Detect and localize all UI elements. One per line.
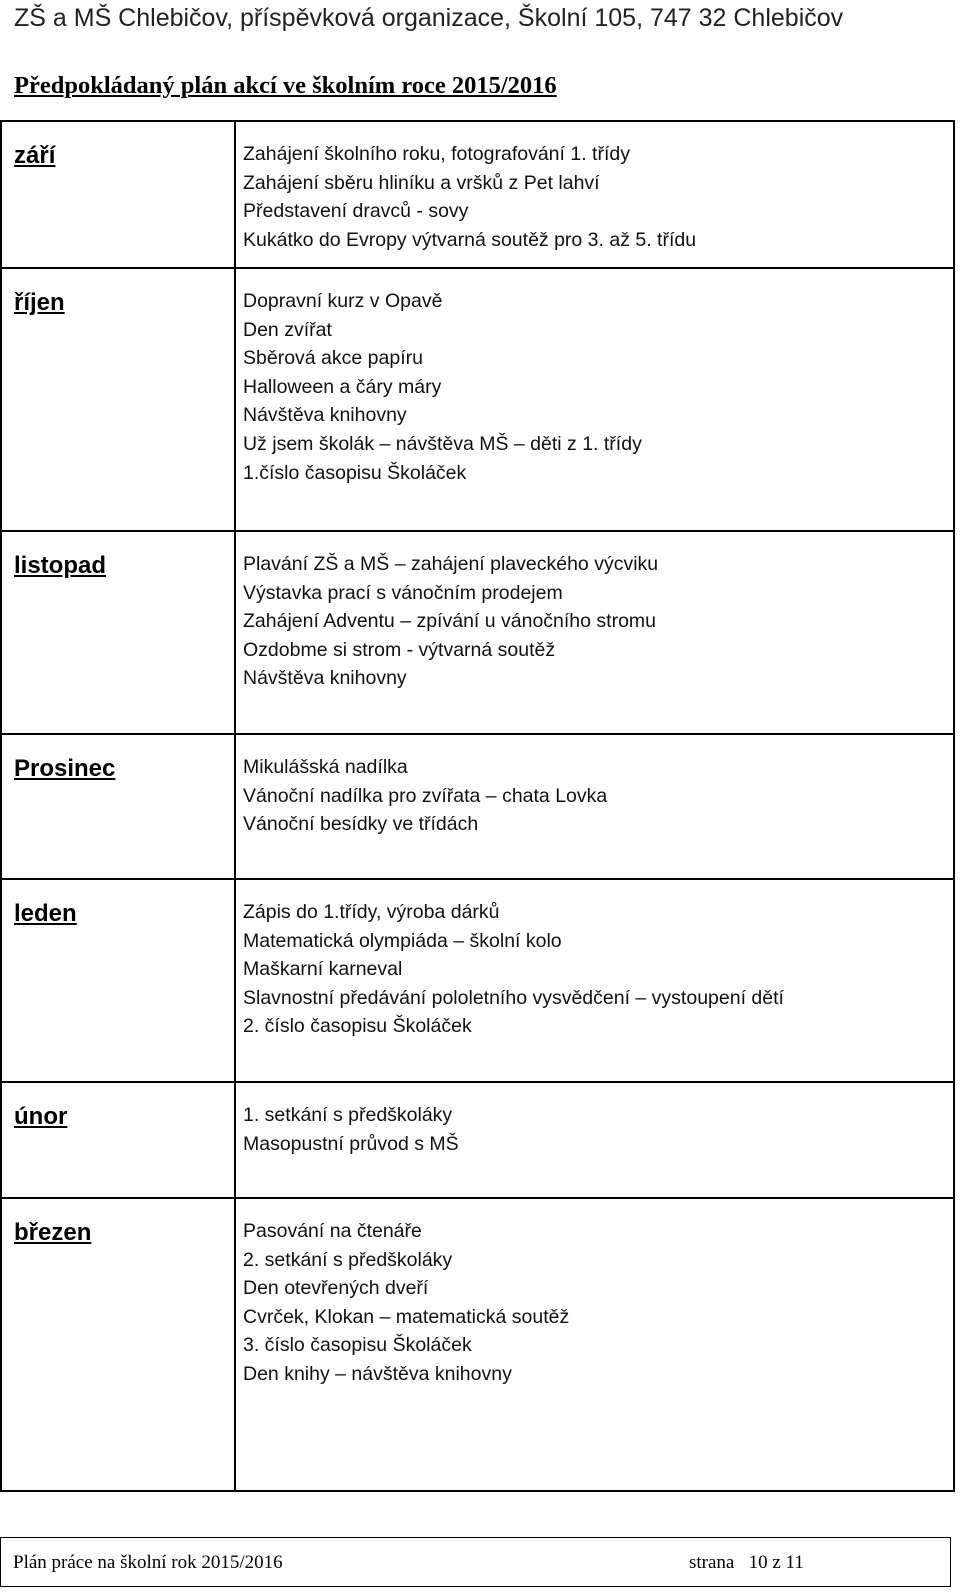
month-label: říjen [14, 289, 65, 316]
event-item: Pasování na čtenáře [243, 1220, 422, 1242]
event-item: Výstavka prací s vánočním prodejem [243, 581, 563, 604]
page-title: Předpokládaný plán akcí ve školním roce 2015/2016 [14, 72, 557, 99]
month-row-leden [1, 879, 954, 1082]
event-list [236, 269, 953, 487]
event-list [236, 1083, 953, 1158]
month-label: leden [14, 900, 77, 927]
month-row-prosinec [1, 734, 954, 879]
page-number: strana 10 z 11 [689, 1552, 804, 1573]
month-row-zari [1, 121, 954, 268]
document-header: ZŠ a MŠ Chlebičov, příspěvková organizace, Školní 105, 747 32 Chlebičov [14, 4, 844, 32]
event-item: Plavání ZŠ a MŠ – zahájení plaveckého výcviku [243, 553, 659, 575]
event-item: Zahájení sběru hliníku a vršků z Pet lahví [243, 171, 600, 194]
event-item: Dopravní kurz v Opavě [243, 290, 443, 312]
event-list [236, 735, 953, 839]
month-row-listopad [1, 531, 954, 734]
event-item: 2. číslo časopisu Školáček [243, 1015, 472, 1038]
event-item: Kukátko do Evropy výtvarná soutěž pro 3. až 5. třídu [243, 228, 697, 251]
event-item: Návštěva knihovny [243, 404, 407, 427]
event-item: Ozdobme si strom - výtvarná soutěž [243, 638, 556, 661]
event-item: 1.číslo časopisu Školáček [243, 461, 467, 484]
month-label: Prosinec [14, 755, 116, 782]
footer-plan-title: Plán práce na školní rok 2015/2016 [13, 1552, 283, 1573]
event-item: Zahájení Adventu – zpívání u vánočního stromu [243, 610, 657, 633]
event-item: Maškarní karneval [243, 958, 403, 981]
event-list [236, 880, 953, 1041]
event-item: Halloween a čáry máry [243, 375, 442, 398]
month-label: listopad [14, 552, 107, 579]
event-item: 2. setkání s předškoláky [243, 1248, 453, 1271]
event-list [236, 1199, 953, 1389]
event-item: Masopustní průvod s MŠ [243, 1132, 459, 1155]
event-item: 3. číslo časopisu Školáček [243, 1334, 472, 1357]
month-label: únor [14, 1103, 68, 1130]
event-item: Návštěva knihovny [243, 667, 407, 690]
event-item: Zápis do 1.třídy, výroba dárků [243, 901, 500, 923]
event-list [236, 532, 953, 693]
event-item: Zahájení školního roku, fotografování 1. třídy [243, 143, 630, 165]
event-item: Vánoční besídky ve třídách [243, 813, 479, 836]
event-item: Matematická olympiáda – školní kolo [243, 929, 562, 952]
event-item: Den zvířat [243, 318, 332, 341]
event-item: Představení dravců - sovy [243, 200, 469, 223]
event-item: Sběrová akce papíru [243, 347, 423, 370]
month-row-rijen [1, 268, 954, 531]
page-footer [0, 1537, 951, 1587]
event-item: Cvrček, Klokan – matematická soutěž [243, 1305, 570, 1328]
event-item: Vánoční nadílka pro zvířata – chata Lovka [243, 784, 608, 807]
event-item: 1. setkání s předškoláky [243, 1104, 453, 1126]
event-item: Mikulášská nadílka [243, 756, 408, 778]
event-item: Den otevřených dveří [243, 1277, 429, 1300]
month-row-brezen [1, 1198, 954, 1491]
month-label: březen [14, 1219, 92, 1246]
month-row-unor [1, 1082, 954, 1198]
events-table [0, 120, 955, 1492]
event-item: Už jsem školák – návštěva MŠ – děti z 1. třídy [243, 432, 642, 455]
event-item: Slavnostní předávání pololetního vysvědčení – vystoupení dětí [243, 986, 784, 1009]
event-list [236, 122, 953, 254]
month-label: září [14, 142, 56, 169]
event-item: Den knihy – návštěva knihovny [243, 1362, 512, 1385]
